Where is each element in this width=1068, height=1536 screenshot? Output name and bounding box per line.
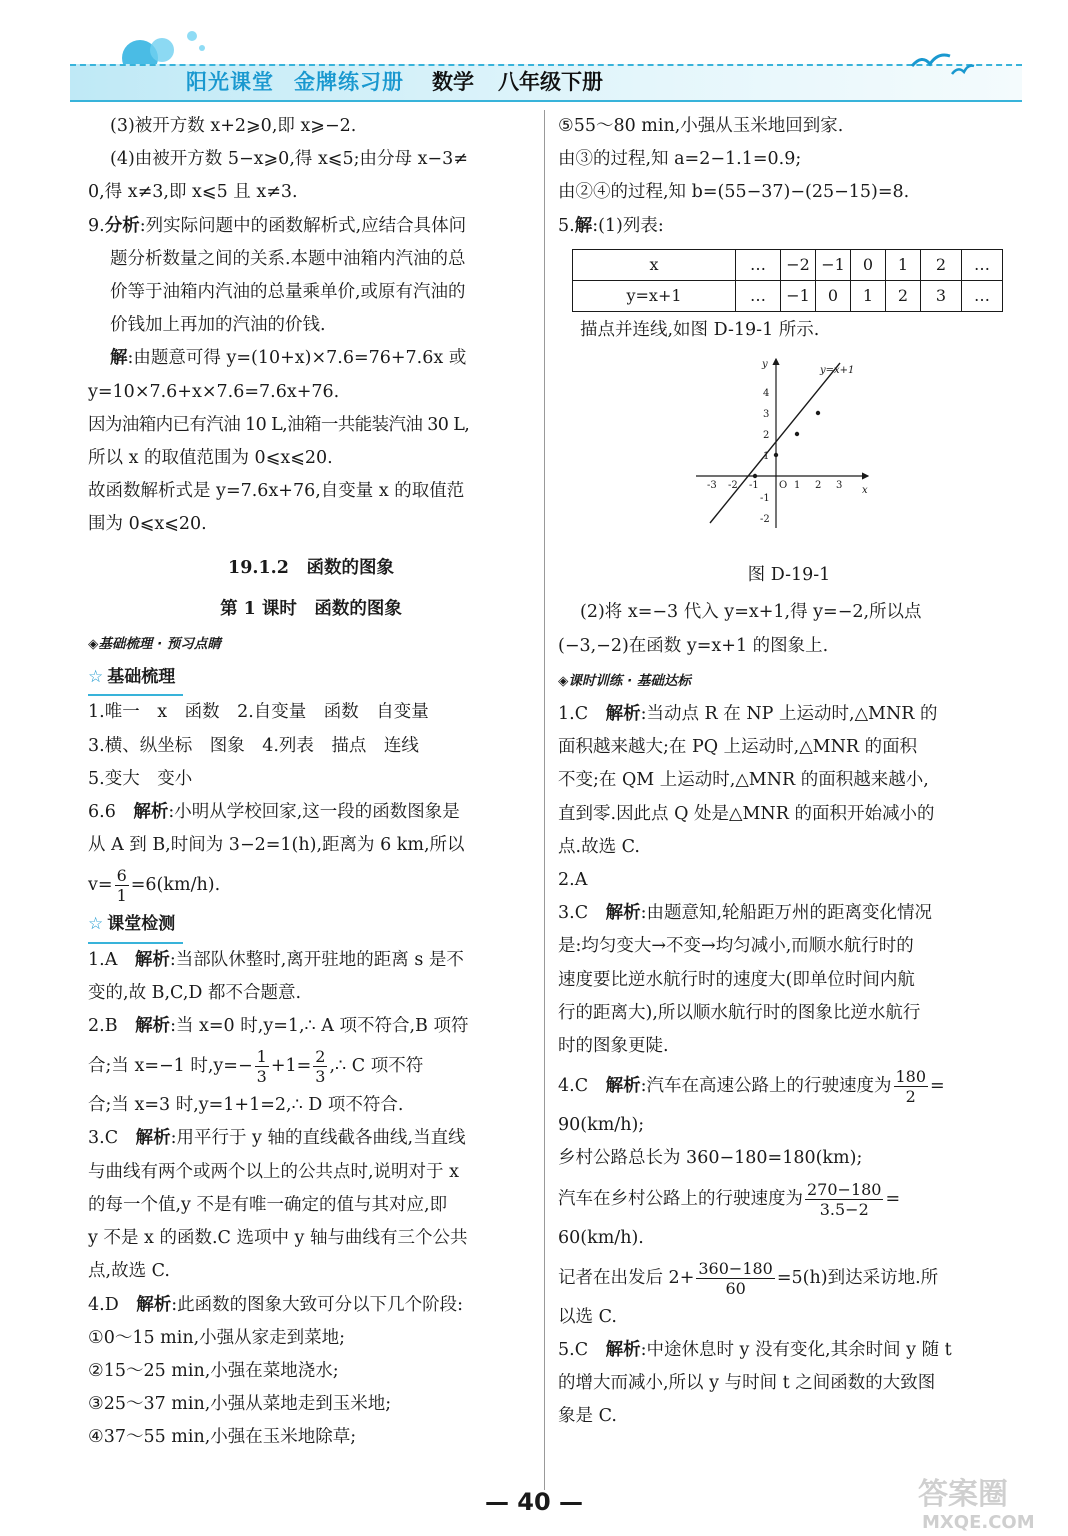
text-line	[558, 698, 1020, 731]
table-cell: 2	[921, 249, 962, 280]
numerator: 270−180	[807, 1179, 882, 1199]
text-line: 描点并连线,如图 D-19-1 所示.	[580, 319, 820, 340]
analysis-label: 解析	[133, 802, 169, 823]
text-line: 速度要比逆水航行时的速度大(即单位时间内航	[558, 969, 915, 990]
analysis-label: 分析	[104, 215, 140, 236]
text-line: 以选 C.	[558, 1306, 617, 1327]
fraction	[696, 1259, 774, 1298]
text-span: 汽车在乡村公路上的行驶速度为	[558, 1188, 803, 1209]
text-span: 合;当 x=−1 时,y=−	[88, 1056, 253, 1077]
question-9-solution	[88, 342, 534, 375]
text-span: ,∴ C 项不符	[329, 1056, 424, 1077]
question-9-analysis	[88, 210, 534, 243]
table-cell: …	[962, 280, 1003, 311]
numerator: 1	[256, 1047, 267, 1067]
table-cell: …	[962, 249, 1003, 280]
text-span: =	[930, 1076, 945, 1097]
table-cell: 0	[816, 280, 851, 311]
text-span: 1.C	[558, 704, 606, 725]
text-span: v=	[88, 875, 113, 896]
table-cell: 1	[886, 249, 921, 280]
x-tick-label: -2	[728, 480, 738, 492]
text-line: 象是 C.	[558, 1406, 617, 1427]
table-cell: …	[736, 249, 781, 280]
series-name: 金牌练习册	[294, 70, 404, 94]
section-title: 19.1.2 函数的图象	[228, 557, 394, 578]
text-line: 是:均匀变大→不变→均匀减小,而顺水航行时的	[558, 936, 914, 957]
text-line: 直到零.因此点 Q 处是△MNR 的面积开始减小的	[558, 803, 935, 824]
text-line: 变的,故 B,C,D 都不合题意.	[88, 982, 302, 1003]
denominator: 60	[725, 1278, 746, 1298]
text-line: ③25～37 min,小强从菜地走到玉米地;	[88, 1394, 392, 1415]
text-line: 围为 0⩽x⩽20.	[88, 514, 207, 535]
subsection-heading	[88, 908, 534, 943]
y-tick-label: 2	[763, 430, 770, 442]
text-line: 3.横、纵坐标 图象 4.列表 描点 连线	[88, 735, 419, 756]
solution-label: 解	[574, 215, 593, 236]
text-line	[88, 1289, 534, 1322]
analysis-label: 解析	[605, 1076, 641, 1097]
formula-line	[558, 1063, 1020, 1109]
text-span: =	[885, 1188, 901, 1209]
analysis-label: 解析	[605, 704, 641, 725]
diamond-icon: ◈	[558, 672, 569, 689]
text-line: 的增大而减小,所以 y 与时间 t 之间函数的大致图	[558, 1373, 936, 1394]
right-column	[558, 110, 1020, 1434]
section-bar	[88, 628, 534, 661]
question-number: 9.	[88, 215, 105, 236]
text-line: (−3,−2)在函数 y=x+1 的图象上.	[558, 635, 829, 656]
text-line: ⑤55～80 min,小强从玉米地回到家.	[558, 116, 844, 136]
data-point	[795, 432, 799, 436]
x-tick-label: -1	[749, 480, 759, 492]
star-icon: ☆	[88, 667, 104, 688]
text-line: 1.唯一 x 函数 2.自变量 函数 自变量	[88, 702, 429, 723]
page-number: — 40 —	[484, 1488, 584, 1516]
denominator: 3.5−2	[819, 1199, 869, 1219]
section-bar-label: 课时训练 · 基础达标	[568, 672, 691, 689]
analysis-label: 解析	[134, 949, 170, 970]
text-span: =6(km/h).	[130, 875, 221, 896]
x-tick-label: -3	[707, 480, 717, 492]
y-tick-label: -1	[760, 493, 770, 505]
numerator: 360−180	[698, 1258, 773, 1278]
text-line: 从 A 到 B,时间为 3−2=1(h),距离为 6 km,所以	[88, 835, 465, 856]
text-line: y=10×7.6+x×7.6=7.6x+76.	[88, 381, 340, 402]
data-point	[816, 411, 820, 415]
fraction	[115, 866, 129, 905]
subsection-label	[88, 908, 183, 943]
table-cell: 2	[886, 280, 921, 311]
section-bar-label: 基础梳理 · 预习点睛	[98, 636, 221, 653]
question-number: 5.	[558, 215, 575, 236]
denominator: 3	[315, 1067, 326, 1087]
table-cell: −2	[781, 249, 816, 280]
text-line: ④37～55 min,小强在玉米地除草;	[88, 1427, 357, 1448]
lesson-title: 第 1 课时 函数的图象	[220, 598, 402, 619]
numerator: 6	[116, 866, 127, 886]
text-span: 3.C	[558, 903, 606, 924]
y-axis-label: y	[762, 359, 768, 371]
x-axis-label: x	[862, 485, 868, 497]
origin-label: O	[779, 480, 788, 492]
table-cell: x	[573, 249, 736, 280]
subject: 数学	[432, 70, 474, 94]
fraction	[313, 1047, 327, 1086]
text-line: 点,故选 C.	[88, 1261, 170, 1282]
star-icon: ☆	[88, 914, 104, 935]
numerator: 180	[895, 1067, 927, 1087]
text-span: :小明从学校回家,这一段的函数图象是	[168, 802, 460, 823]
text-line: 价钱加上再加的汽油的价钱.	[110, 315, 326, 336]
text-line: 不变;在 QM 上运动时,△MNR 的面积越来越小,	[558, 770, 929, 791]
formula-line	[88, 862, 534, 908]
text-line	[88, 944, 534, 977]
table-cell: 3	[921, 280, 962, 311]
text-line: 的每一个值,y 不是有唯一确定的值与其对应,即	[88, 1194, 448, 1215]
text-span: :此函数的图象大致可分以下几个阶段:	[171, 1294, 464, 1315]
text-line: (4)由被开方数 5−x⩾0,得 x⩽5;由分母 x−3≠	[110, 149, 468, 170]
text-line: 行的距离大),所以顺水航行时的图象比逆水航行	[558, 1002, 921, 1023]
text-line: 60(km/h).	[558, 1227, 644, 1248]
text-line: y 不是 x 的函数.C 选项中 y 轴与曲线有三个公共	[88, 1228, 468, 1249]
text-span: :由题意可得 y=(10+x)×7.6=76+7.6x 或	[127, 348, 467, 369]
table-cell: y=x+1	[573, 280, 736, 311]
y-tick-label: 4	[763, 388, 770, 400]
subsection-heading	[88, 661, 534, 696]
text-line: ②15～25 min,小强在菜地浇水;	[88, 1360, 339, 1381]
analysis-label: 解析	[605, 1340, 641, 1361]
subsection-text: 课堂检测	[107, 914, 176, 935]
y-tick-label: -2	[760, 514, 770, 526]
left-column	[88, 110, 534, 1455]
header-title	[186, 64, 603, 100]
text-line: 90(km/h);	[558, 1115, 645, 1136]
text-line: 所以 x 的取值范围为 0⩽x⩽20.	[88, 448, 333, 469]
text-span: :中途休息时 y 没有变化,其余时间 y 随 t	[640, 1340, 952, 1361]
text-line: 由②④的过程,知 b=(55−37)−(25−15)=8.	[558, 182, 910, 203]
fraction	[255, 1047, 269, 1086]
text-line: 时的图象更陡.	[558, 1036, 669, 1057]
text-span: :当 x=0 时,y=1,∴ A 项不符合,B 项符	[170, 1016, 469, 1037]
text-line: 因为油箱内已有汽油 10 L,油箱一共能装汽油 30 L,	[88, 414, 470, 435]
subsection-label	[88, 661, 183, 696]
text-line	[558, 897, 1020, 930]
formula-line	[558, 1176, 1020, 1222]
text-line: 5.变大 变小	[88, 768, 193, 789]
denominator: 1	[116, 886, 127, 906]
function-graph	[690, 353, 880, 533]
formula-line	[88, 1043, 534, 1089]
text-line	[558, 1334, 1020, 1367]
formula-line	[558, 1255, 1020, 1301]
denominator: 2	[905, 1087, 916, 1107]
denominator: 3	[256, 1067, 267, 1087]
table-cell: −1	[781, 280, 816, 311]
text-span: :当动点 R 在 NP 上运动时,△MNR 的	[640, 704, 938, 725]
line-label: y=x+1	[820, 365, 855, 377]
subsection-text: 基础梳理	[107, 667, 176, 688]
text-span: 2.B	[88, 1016, 136, 1037]
fraction	[894, 1067, 929, 1106]
text-line	[88, 1010, 534, 1043]
text-span: 6.6	[88, 802, 134, 823]
analysis-label: 解析	[135, 1128, 171, 1149]
text-span: 1.A	[88, 949, 135, 970]
text-line: ①0～15 min,小强从家走到菜地;	[88, 1327, 346, 1348]
table-cell: 0	[851, 249, 886, 280]
text-line	[88, 1122, 534, 1155]
text-line: 题分析数量之间的关系.本题中油箱内汽油的总	[110, 248, 466, 269]
analysis-label: 解析	[605, 903, 641, 924]
function-line	[710, 363, 843, 526]
y-tick-label: 3	[763, 409, 770, 421]
analysis-label: 解析	[136, 1294, 172, 1315]
table-cell: −1	[816, 249, 851, 280]
column-divider	[544, 110, 545, 1490]
text-line	[558, 210, 1020, 243]
text-line: 故函数解析式是 y=7.6x+76,自变量 x 的取值范	[88, 481, 465, 502]
page-header	[0, 0, 1068, 110]
text-span: :用平行于 y 轴的直线截各曲线,当直线	[170, 1128, 466, 1149]
text-line: 点.故选 C.	[558, 836, 640, 857]
text-span: 4.D	[88, 1294, 137, 1315]
text-line: 面积越来越大;在 PQ 上运动时,△MNR 的面积	[558, 737, 918, 758]
x-tick-label: 3	[836, 480, 843, 492]
text-span: :由题意知,轮船距万州的距离变化情况	[640, 903, 933, 924]
table-cell: 1	[851, 280, 886, 311]
table-row	[573, 249, 1003, 280]
text-line: 价等于油箱内汽油的总量乘单价,或原有汽油的	[110, 282, 466, 303]
text-line: (2)将 x=−3 代入 y=x+1,得 y=−2,所以点	[580, 602, 922, 623]
section-bar	[558, 665, 1020, 698]
watermark-logo	[914, 1470, 1054, 1534]
diamond-icon: ◈	[88, 636, 99, 653]
x-tick-label: 2	[815, 480, 822, 492]
x-tick-label: 1	[794, 480, 801, 492]
grade: 八年级下册	[498, 70, 603, 94]
text-span: +1=	[270, 1056, 312, 1077]
text-line: 0,得 x≠3,即 x⩽5 且 x≠3.	[88, 182, 298, 203]
text-span: :当部队休整时,离开驻地的距离 s 是不	[169, 949, 464, 970]
text-span: :汽车在高速公路上的行驶速度为	[640, 1076, 892, 1097]
table-cell: …	[736, 280, 781, 311]
text-span: 5.C	[558, 1340, 606, 1361]
birds-icon	[908, 44, 978, 84]
text-span: 记者在出发后 2+	[558, 1267, 695, 1288]
text-span: 3.C	[88, 1128, 136, 1149]
watermark-text: 答案圈	[918, 1477, 1008, 1512]
numerator: 2	[315, 1047, 326, 1067]
text-line: (3)被开方数 x+2⩾0,即 x⩾−2.	[110, 116, 357, 136]
solution-label: 解	[110, 348, 128, 369]
text-span: :(1)列表:	[592, 215, 664, 236]
data-point	[753, 474, 757, 478]
text-line: 由③的过程,知 a=2−1.1=0.9;	[558, 149, 802, 170]
table-row	[573, 280, 1003, 311]
text-span: 4.C	[558, 1076, 606, 1097]
fraction	[805, 1180, 883, 1219]
text-line: 乡村公路总长为 360−180=180(km);	[558, 1148, 863, 1169]
watermark-url: MXQE.COM	[922, 1512, 1035, 1533]
analysis-label: 解析	[135, 1016, 171, 1037]
value-table	[572, 249, 1003, 312]
brand-name: 阳光课堂	[186, 70, 274, 94]
data-point	[774, 453, 778, 457]
text-line	[88, 796, 534, 829]
text-span: :列实际问题中的函数解析式,应结合具体问	[139, 215, 467, 236]
text-line: 2.A	[558, 870, 588, 891]
text-span: =5(h)到达采访地.所	[776, 1267, 939, 1288]
text-line: 与曲线有两个或两个以上的公共点时,说明对于 x	[88, 1161, 459, 1182]
figure-caption: 图 D-19-1	[747, 565, 831, 586]
y-tick-label: 1	[763, 451, 770, 463]
text-line: 合;当 x=3 时,y=1+1=2,∴ D 项不符合.	[88, 1095, 404, 1116]
